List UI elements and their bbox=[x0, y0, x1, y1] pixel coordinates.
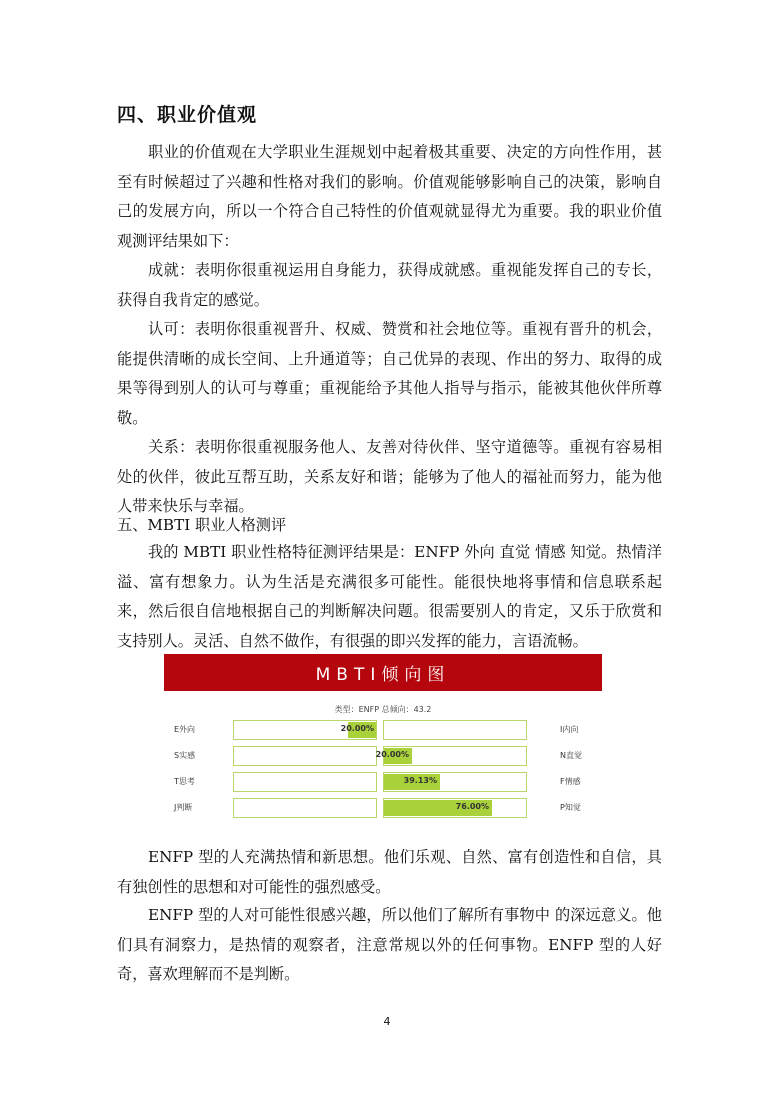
chart-left-label: T思考 bbox=[174, 777, 195, 786]
chart-bar-label: 20.00% bbox=[340, 724, 374, 733]
section-heading-values: 四、职业价值观 bbox=[117, 104, 258, 126]
chart-left-track bbox=[233, 746, 377, 766]
chart-bar bbox=[384, 800, 492, 816]
chart-bar-label: 39.13% bbox=[403, 776, 437, 785]
chart-right-track bbox=[375, 746, 527, 766]
chart-bar bbox=[384, 774, 440, 790]
chart-right-track bbox=[383, 720, 527, 740]
section-heading-mbti: 五、MBTI 职业人格测评 bbox=[117, 516, 287, 534]
chart-right-label: N直觉 bbox=[560, 751, 582, 760]
chart-bar-label: 20.00% bbox=[375, 750, 409, 759]
paragraph-achievement: 成就：表明你很重视运用自身能力，获得成就感。重视能发挥自己的专长，获得自我肯定的感觉。 bbox=[117, 261, 662, 309]
chart-title: MBTI倾向图 bbox=[315, 665, 451, 685]
paragraph-mbti-result: 我的 MBTI 职业性格特征测评结果是：ENFP 外向 直觉 情感 知觉。热情洋溢、富有想象力。认为生活是充满很多可能性。能很快地将事情和信息联系起来，然后很自信地根据自己的判断解决问题。很需要别人的肯定，又乐于欣赏和支持别人。灵活、自然不做作，有很强的即兴发挥的能力，言语流畅。 bbox=[117, 543, 662, 650]
chart-left-label: J判断 bbox=[174, 803, 193, 812]
paragraph-enfp-1: ENFP 型的人充满热情和新思想。他们乐观、自然、富有创造性和自信，具有独创性的思想和对可能性的强烈感受。 bbox=[117, 848, 662, 896]
paragraph-relationship: 关系：表明你很重视服务他人、友善对待伙伴、坚守道德等。重视有容易相处的伙伴，彼此互帮互助，关系友好和谐；能够为了他人的福祉而努力，能为他人带来快乐与幸福。 bbox=[117, 438, 662, 515]
chart-right-label: I内向 bbox=[560, 725, 579, 734]
chart-row bbox=[164, 720, 602, 740]
page-number: 4 bbox=[383, 1015, 391, 1028]
chart-row bbox=[164, 798, 602, 818]
mbti-tendency-chart bbox=[164, 654, 602, 824]
chart-row bbox=[164, 772, 602, 792]
chart-subtitle: 类型：ENFP 总倾向：43.2 bbox=[334, 705, 432, 714]
chart-right-track bbox=[383, 772, 527, 792]
chart-bar-label: 76.00% bbox=[455, 802, 489, 811]
chart-left-label: E外向 bbox=[174, 725, 196, 734]
chart-left-track bbox=[233, 798, 377, 818]
paragraph-enfp-2: ENFP 型的人对可能性很感兴趣，所以他们了解所有事物中 的深远意义。他们具有洞察力，是热情的观察者，注意常规以外的任何事物。ENFP 型的人好奇，喜欢理解而不是判断。 bbox=[117, 906, 662, 983]
chart-left-label: S实感 bbox=[174, 751, 196, 760]
paragraph-values-intro: 职业的价值观在大学职业生涯规划中起着极其重要、决定的方向性作用，甚至有时候超过了兴趣和性格对我们的影响。价值观能够影响自己的决策，影响自己的发展方向，所以一个符合自己特性的价值观就显得尤为重要。我的职业价值观测评结果如下： bbox=[117, 143, 662, 250]
chart-right-track bbox=[383, 798, 527, 818]
chart-banner bbox=[164, 654, 602, 691]
chart-left-track bbox=[233, 772, 377, 792]
paragraph-recognition: 认可：表明你很重视晋升、权威、赞赏和社会地位等。重视有晋升的机会，能提供清晰的成长空间、上升通道等；自己优异的表现、作出的努力、取得的成果等得到别人的认可与尊重；重视能给予其他人指导与指示，能被其他伙伴所尊敬。 bbox=[117, 320, 662, 427]
chart-bar bbox=[375, 748, 412, 764]
chart-right-label: P知觉 bbox=[560, 803, 581, 812]
chart-left-track bbox=[233, 720, 377, 740]
chart-right-label: F情感 bbox=[560, 777, 581, 786]
chart-bar bbox=[340, 722, 376, 738]
chart-row bbox=[164, 746, 602, 766]
